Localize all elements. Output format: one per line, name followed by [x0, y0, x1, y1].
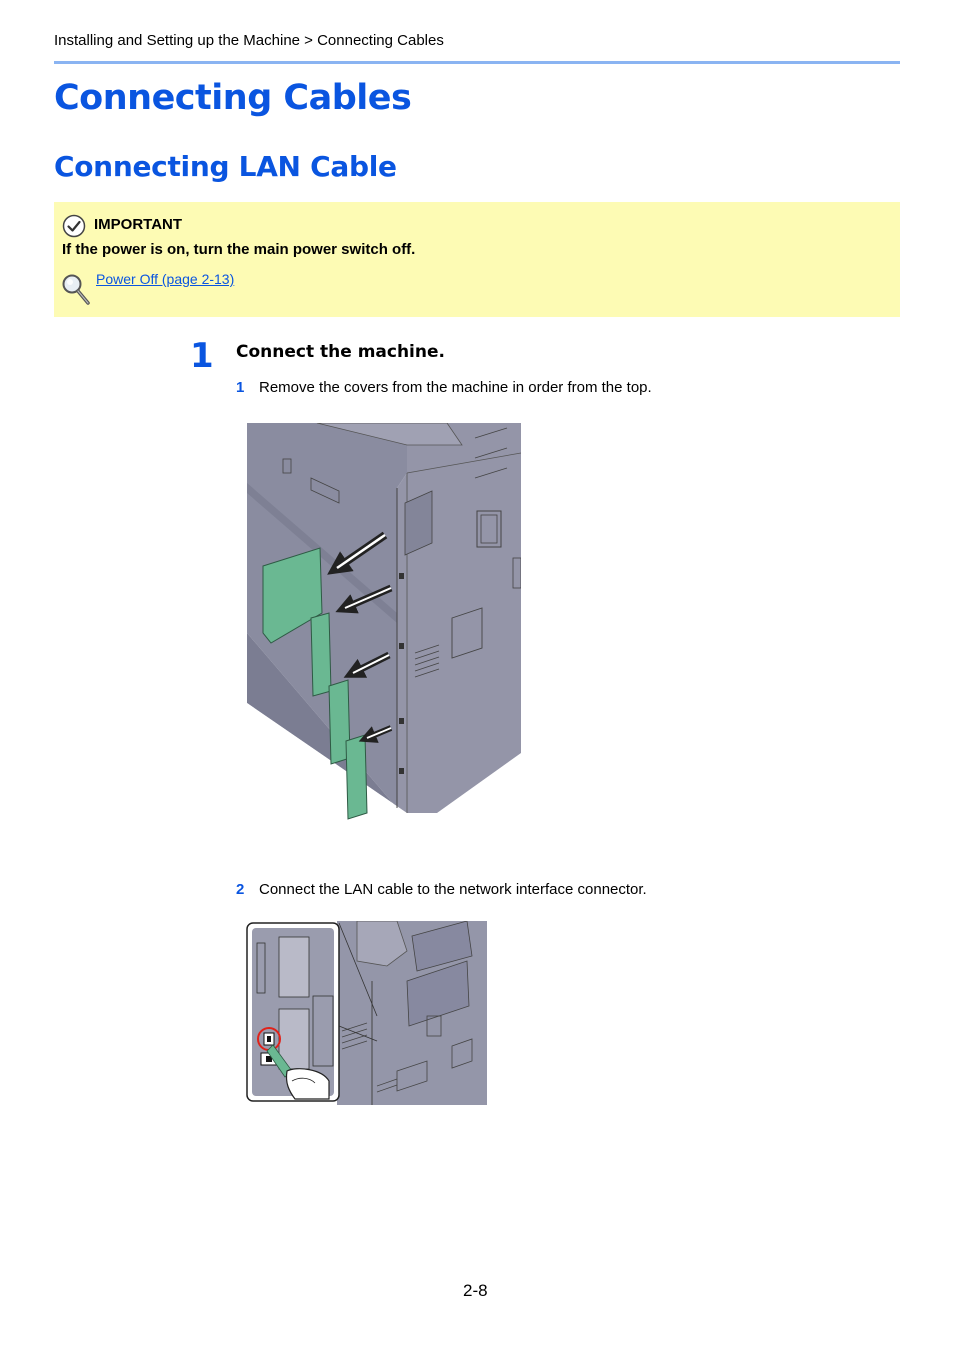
substep-2-number: 2 — [236, 881, 245, 898]
important-title: IMPORTANT — [94, 216, 183, 233]
page-title: Connecting Cables — [54, 78, 412, 118]
step-number: 1 — [190, 336, 214, 376]
substep-2-text: Connect the LAN cable to the network interface connector. — [259, 881, 647, 898]
page-number: 2-8 — [463, 1281, 488, 1300]
magnifier-icon — [60, 272, 92, 306]
remove-covers-illustration — [247, 423, 521, 820]
header-rule — [54, 61, 900, 64]
lan-cable-illustration — [237, 921, 487, 1105]
power-off-link[interactable]: Power Off (page 2-13) — [96, 271, 235, 287]
substep-1-text: Remove the covers from the machine in order from the top. — [259, 379, 652, 396]
section-title: Connecting LAN Cable — [54, 150, 397, 183]
important-box — [54, 202, 900, 317]
breadcrumb: Installing and Setting up the Machine > Connecting Cables — [54, 32, 444, 49]
important-text: If the power is on, turn the main power switch off. — [62, 241, 416, 258]
step-title: Connect the machine. — [236, 342, 445, 362]
checkmark-circle-icon — [62, 214, 86, 238]
substep-1-number: 1 — [236, 379, 245, 396]
